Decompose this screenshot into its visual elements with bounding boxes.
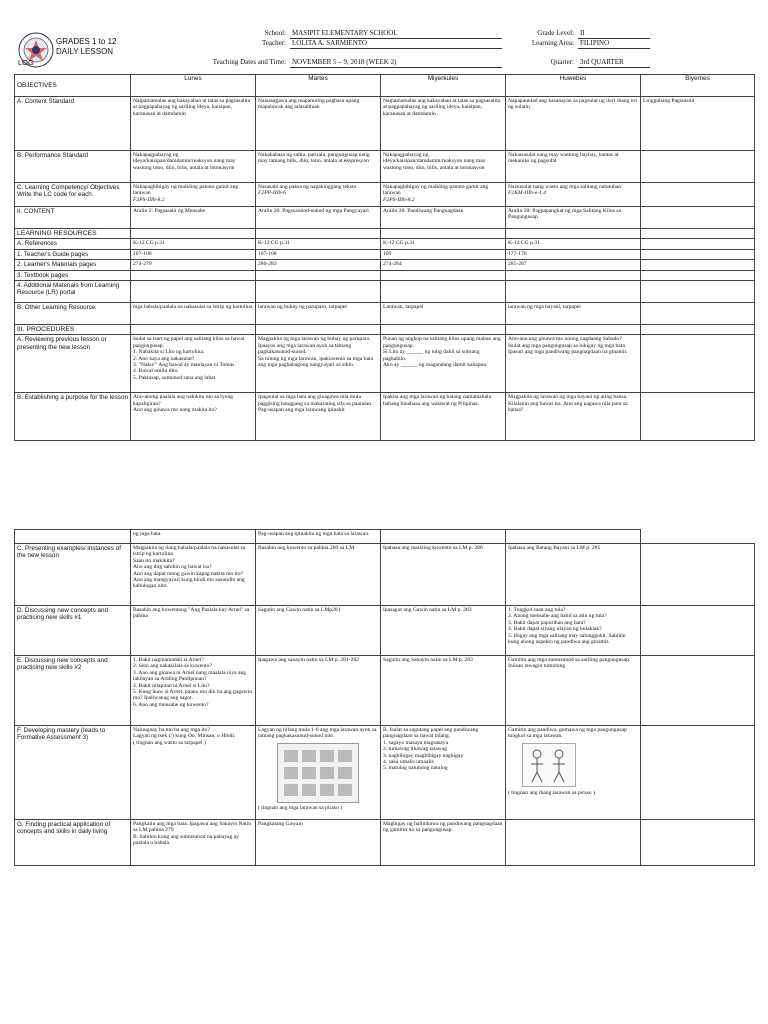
cell-line: Lingguhang Pagsusulit [643,98,695,104]
row-label-text: E. Discussing new concepts and practicing new skills #2 [17,657,108,672]
row-label-text: F. Developing mastery (leads to Formative Assessment 3) [17,727,106,742]
cell-miyerkules [381,270,506,280]
cell-line: Ako ay ______ ng magandang damit kahapon. [383,362,488,369]
cell-martes [256,726,381,820]
cell-line: Ano ang mangyayari kung hindi mo susundin ang kahulugan nito. [133,577,245,590]
quarter-value: 3rd QUARTER [578,58,650,68]
cell-martes [256,97,381,151]
cell-line: 107-108 [258,250,277,257]
dates-value: NOVEMBER 5 – 9, 2018 (WEEK 2) [290,58,502,68]
cell-biyernes [641,270,755,280]
school-value: MASIPIT ELEMENTARY SCHOOL [290,29,502,39]
row-label [15,249,131,259]
row-label-text: B. Establishing a purpose for the lesson [17,394,128,402]
cell-line: Ipaayos ang mga larawan ayon sa tamang pagkakasunud-sunod. [258,342,352,356]
cell-huwebes [506,335,641,393]
row-label-text: 2. Learner's Materials pages [17,261,97,269]
row-label [15,183,131,207]
cell-biyernes [641,656,755,726]
cell-line: Ipasuri ang mga pandiwang pangnagdaan na ginamit. [508,349,628,356]
cell-line: 2. Anong mensahe ang hatid sa atin ng tula? [508,613,607,620]
row-label [15,281,131,303]
row-iii-procedures [15,325,755,335]
row-label-text: A. Reviewing previous lesson or presenting the new lesson [17,336,107,351]
row-e-discussing-new-concepts-and-practicing [15,656,755,726]
cell-line: Isulat ang mga pangungusap sa lubigay ng mga bata. [508,342,627,349]
cell-martes [256,270,381,280]
row-4-additional-materials-from-learning-res [15,281,755,303]
cell-line: 274-279 [133,261,152,268]
cell-lunes [131,325,256,335]
cell-line: 280-283 [258,261,277,268]
cell-line: Nakasusulat nang may wastong baybay, bantas at mekaniks ng pagsulat [508,152,619,165]
cell-lunes [131,239,256,249]
cell-line: Aralin 2: Pagsasabi ng Mensahe [133,208,206,214]
cell-huwebes [506,239,641,249]
cell-martes [256,229,381,239]
cell-lunes [131,97,256,151]
row-label [15,270,131,280]
cell-line: 4. Bawal umihi dito. [133,368,179,375]
cell-line: Ano ang ginawa mo nang makita ito? [133,407,217,414]
cell-line: 5. Pakiusap, sumunod sana ang lahat. [133,374,217,381]
cell-line: 107-108 [133,250,152,257]
cell-line: Kilalanin ang bawat isa. Ano ang nagawa nila para sa bansa? [508,400,628,414]
row-label [15,820,131,866]
row-label-text: II. CONTENT [17,208,55,215]
continuation-cell [381,530,506,544]
cell-line: 2. tumawag tinawag tatawag [383,746,447,753]
cell-line: Ipabasa ang Batang Bayani sa LM p. 285 [508,545,601,551]
cell-line: Ipagsulat sa mga bata ang ginagawa nila mula paggising hanggang sa makarating sila sa paaralan. [258,394,373,407]
title-line-2: DAILY LESSON [56,47,114,56]
cell-lunes [131,544,256,606]
cell-biyernes [641,151,755,183]
cell-line: Ano ang dapat mong gawin kapag nakita mo ito? [133,570,243,577]
cell-miyerkules [381,820,506,866]
cell-line: 5. Kung ikaw si Arnel, paano mo din ba ang gagawin mo? Ipaliwanag ang sagot. [133,689,252,702]
cell-biyernes [641,97,755,151]
lc-code: F2KM-IIIh-e-1.4 [508,190,547,197]
cell-line: Iniisan tawagin tumulong [508,663,566,670]
cell-line: Magpakita ng ilang babala/paalala na nakasulat sa istrip ng kartolina. [133,545,246,558]
cell-line: Napapaunlad ang kasanayan sa pagsulat ng iba't ibang uri ng sulatin [508,98,638,111]
cell-miyerkules [381,229,506,239]
quarter-label: Quarter: [550,58,574,66]
row-a-reviewing-previous-lesson-or-presentin [15,335,755,393]
cell-line: Ano-anong paalala ang nakikita mo sa iyong kapaligiran? [133,394,234,407]
row-label [15,97,131,151]
cell-line: Nakapagbibigay ng maikling panuto gamit ang larawan [383,184,489,197]
cell-lunes [131,726,256,820]
cell-miyerkules [381,281,506,303]
row-learning-resources [15,229,755,239]
cell-line: Naisusulat nang wasto ang mga salitang natutuhan [508,184,622,190]
day-huwebes: Huwebes [506,75,641,97]
row-c-learning-competency-objectives [15,183,755,207]
cell-line: Gamitin ang pandiwa, gumawa ng mga pangungusap tungkol sa mga larawan. [508,727,627,740]
children-activity-image [522,743,576,787]
cell-biyernes [641,260,755,270]
row-3-textbook-pages [15,270,755,280]
cell-lunes [131,335,256,393]
cell-martes [256,151,381,183]
title-line-1: GRADES 1 to 12 [56,37,117,46]
cell-miyerkules [381,726,506,820]
area-label: Learning Area: [531,39,574,47]
cell-line: Larawan, tarpapel [383,304,424,311]
cell-line: Pangkatin ang mga bata. Ipagawa ang Sanayin Natin sa LM pahina 279 [133,821,252,834]
cell-huwebes [506,281,641,303]
cell-line: B. Isulat sa sagutang papel ang pandiwang pangnagdaan sa bawat bilang. [383,727,479,740]
cell-martes [256,249,381,259]
cell-line: 3. nagbibigay magbibigay nagbigay [383,752,464,759]
cell-miyerkules [381,151,506,183]
cell-huwebes [506,260,641,270]
cell-biyernes [641,726,755,820]
cell-line: mga babala/paalala na nakasulat sa istrip ng kartolina [133,304,253,311]
row-label-text: III. PROCEDURES [17,326,75,334]
cell-line: Naipamamalas ang kakayahan at tatas sa pagsasalita at pagpapahayag ng sariling ideya, kaisipan, karanasan at damdamin [383,98,501,117]
cell-miyerkules [381,303,506,325]
cell-line: B. Sabihin kung ang sumusunod na pahayag ay paalala o babala. [133,833,239,847]
cell-lunes [131,151,256,183]
cell-biyernes [641,606,755,656]
cell-miyerkules [381,544,506,606]
cell-line: 5. Ibigay ang mga salitang may salungguhit. Sabihin kung anong aspekto ng pandiwa ang ginamit. [508,632,626,646]
cell-line: Sagutin ang Sanayin natin sa LM p. 283 [383,657,473,663]
row-label [15,335,131,393]
row-c-presenting-examples-instances-of-the-n [15,544,755,606]
cell-lunes [131,393,256,441]
lesson-table-page-two [14,529,755,866]
row-1-teacher-s-guide-pages [15,249,755,259]
row-ii-content [15,207,755,229]
row-label [15,239,131,249]
cell-line: 3. Ano ang ginawa ni Arnel nang maalala niya ang lakbayan sa Araling Panlipunan? [133,669,247,683]
cell-biyernes [641,239,755,249]
cell-line: Magpakita ng mga larawan ng buhay ng paruparo. [258,336,371,343]
teacher-label: Teacher: [262,39,286,47]
school-label: School: [264,29,286,37]
row-label-text: G. Finding practical application of concepts and skills in daily living [17,821,111,836]
cell-miyerkules [381,606,506,656]
cell-line: Saan ito makikita? [133,557,175,564]
cell-lunes [131,606,256,656]
row-label-text: 1. Teacher's Guide pages [17,250,89,258]
cell-martes [256,239,381,249]
row-label-text: D. Discussing new concepts and practicing new skills #1 [17,607,109,622]
cell-miyerkules [381,656,506,726]
cell-line: Basahin ang kuwentong "Ang Paalala kay Arnel" sa pahina [133,607,250,620]
cell-huwebes [506,544,641,606]
cell-line: Nakababasa ng salita, parirala, pangungusap nang may tamang bilis, diin, tono, antala at ekspresyon [258,152,370,165]
cell-biyernes [641,820,755,866]
continuation-row [15,530,755,544]
page-two [14,529,754,866]
cell-line: 1. Tungkol saan ang tula? [508,607,566,613]
cell-biyernes [641,229,755,239]
cell-line: Sagutin ang Gawin natin sa LMp281 [258,607,341,613]
cell-miyerkules [381,97,506,151]
row-label-text: C. Presenting examples/ instances of the new lesson [17,545,121,560]
cell-martes [256,207,381,229]
cell-martes [256,281,381,303]
cell-biyernes [641,393,755,441]
cell-line: Aralin 20: Pagpapangkat ng mga Salitang Kilos sa Pangungusap [508,208,621,221]
cell-huwebes [506,270,641,280]
cell-line: 4. Bakit nilapitan ni Arnel si Lito? [133,682,210,689]
cell-line: K-12 CG p.31 [258,240,290,247]
row-label-note: Write the LC code for each. [17,191,94,199]
cell-martes [256,260,381,270]
cell-line: Nakapagpahayag ng ideya/kaisipan/damdamin/reaksyon nang may wastong tono, diin, bilis, antala at intonasyon [133,152,236,171]
row-label [15,207,131,229]
cell-miyerkules [381,183,506,207]
cell-line: Gamitin ang mga sumusunod sa sariling pangungusap. [508,657,631,663]
cell-miyerkules [381,239,506,249]
row-b-establishing-a-purpose-for-the-lesson [15,393,755,441]
row-label-text: 3. Textbook pages [17,271,68,279]
cell-line: 6. Ano ang mensahe ng kuwento? [133,701,209,708]
cell-line: 1. Bakit nagmamadali si Arnel? [133,657,204,663]
cell-line: 3. "Naku!" Ang bawal ay maulayan ni Tomas. [133,362,236,369]
cell-huwebes [506,325,641,335]
cell-line: K-12 CG p.31 [133,240,165,247]
cell-line: Nasasabi ang paksa ng napakinggang teksto [258,184,357,190]
teacher-value: LOLITA A. SARMIENTO [290,39,502,49]
cell-line: Pag-usapan ang mga larawang ipinakit [258,407,345,414]
cell-martes [256,183,381,207]
cell-lunes [131,281,256,303]
cell-line: 5. matulog natutulog natulog [383,765,448,772]
cell-line: 1. sagayo masaya magsasaya [383,739,448,746]
day-header-row [15,75,755,97]
cell-line: K-12 CG p.31 [508,240,540,247]
cell-line: 285-287 [508,261,527,268]
cell-line: 3. Bakit dapat papurihan ang bata? [508,619,586,626]
cell-line: Lagyan ng tsek (/) kung Oo, Minsan, o Hindi. [133,733,236,740]
cell-line: Si Lito ay ______ ng tulig dahil sa sobrang pagkahilo. [383,349,480,362]
cell-martes [256,656,381,726]
row-label [15,325,131,335]
cell-biyernes [641,281,755,303]
cell-huwebes [506,606,641,656]
cell-line: 1. Nabakita si Lito ng kartolina. [133,349,205,356]
row-label-text: A. References [17,240,57,248]
cell-miyerkules [381,335,506,393]
cell-huwebes [506,97,641,151]
lc-code: F2PP-IIIb-6 [258,190,286,197]
lesson-table-page-one [14,74,755,441]
cell-line: Pangkatang Gawain [258,821,303,827]
row-label [15,151,131,183]
row-b-other-learning-resource [15,303,755,325]
cell-biyernes [641,303,755,325]
cell-martes [256,393,381,441]
cell-huwebes [506,726,641,820]
cell-martes [256,303,381,325]
row-label-text: 4. Additional Materials from Learning Resource (LR) portal [17,282,120,297]
title-line-3: LOG [18,58,34,67]
cell-line: larawan ng mga bayani, tarpapel [508,304,581,311]
cell-huwebes [506,249,641,259]
cell-lunes [131,183,256,207]
dll-title [56,37,116,57]
cell-martes [256,820,381,866]
row-f-developing-mastery-leads-to-formative- [15,726,755,820]
cell-huwebes [506,656,641,726]
cell-line: Punan ng angkop na salitang kilos upang mabuo ang pangungusap. [383,336,501,349]
grade-value: II [578,29,650,39]
cell-biyernes [641,335,755,393]
cell-biyernes [641,183,755,207]
cell-line: Aralin 20: Pagsusunod-sunod ng mga Pangyayari [258,208,369,214]
cell-line: Isulat sa tsart ng papel ang salitang kilos sa bawat pangungusap. [133,336,245,349]
row-label-text: B. Performance Standard [17,152,89,159]
cell-line: 2. Ano kaya ang nakasulat? [133,355,195,362]
cell-line: Ipakita ang mga larawan ng batang namamahala habang binabasa ang watawat ng Pilipinas. [383,394,492,407]
cell-martes [256,606,381,656]
cell-biyernes [641,325,755,335]
continuation-cell [506,530,641,544]
cell-line: Nakapagbibigay ng maikling panuto gamit ang larawan [133,184,239,197]
cell-line: 177-178 [508,250,527,257]
cell-line: 109 [383,250,392,257]
cell-huwebes [506,303,641,325]
day-lunes: Lunes [131,75,256,97]
cell-miyerkules [381,249,506,259]
continuation-cell: Pag-usapan ang ipinakita ng mga bata sa larawan. [256,530,381,544]
cell-miyerkules [381,260,506,270]
cell-line: Sa tulong ng mga larawan, ipakuwento sa mga bata ang mga pagbabagong nangyayari sa siklo. [258,355,374,369]
cell-line: Basahin ang kuwento sa pahina 280 sa LM. [258,545,356,551]
cell-line: Ipagawa ang sanayin natin sa LM p. 281-282 [258,657,359,663]
cell-miyerkules [381,325,506,335]
row-label [15,544,131,606]
cell-line: Naiuugnay ba mo ba ang mga ito? [133,727,210,733]
cell-lunes [131,820,256,866]
cell-line: ( tingnan ang mga larawan sa piraso ) [258,804,343,811]
day-martes: Martes [256,75,381,97]
row-label [15,393,131,441]
cell-miyerkules [381,207,506,229]
cell-lunes [131,303,256,325]
cell-line: Aralin 20: Pandiwang Pangnagdaan [383,208,464,214]
objectives-heading: OBJECTIVES [15,75,131,97]
day-biyernes: Biyernes [641,75,755,97]
cell-line: ( tingnan ang ibang larawan sa piraso ) [508,789,595,796]
cell-biyernes [641,544,755,606]
cell-line: Naisasagawa ang mapanuring pagbasa upang mapalawak ang talasalitaan [258,98,360,111]
continuation-cell [15,530,131,544]
cell-line: Lagyan ng bilang mula 1-6 ang mga larawan ayon sa tamang pagkakasunud-sunod nito. [258,727,377,740]
cell-line: 4. saka umalis umaalis [383,759,434,766]
row-d-discussing-new-concepts-and-practicing [15,606,755,656]
lc-code: F2PS-IIIh-8.2 [133,196,165,203]
cell-line: 2. Sino ang nakakilala sa kuwento? [133,663,212,670]
lesson-header [14,26,754,74]
cell-line: ( tingnan ang wasto sa tarpapel ) [133,739,206,746]
cell-line: Nakapagpahayag ng ideya/kaisipan/damdamin/reaksyon nang may wastong tono, diin, bilis, antala at intonasyon [383,152,486,171]
cell-line: K-12 CG p.31 [383,240,415,247]
row-g-finding-practical-application-of-conce [15,820,755,866]
cell-miyerkules [381,393,506,441]
cell-lunes [131,270,256,280]
row-a-references [15,239,755,249]
butterfly-life-cycle-image [277,743,359,803]
row-b-performance-standard [15,151,755,183]
cell-line: Ano ang ibig sabihin ng bawat isa? [133,564,212,571]
cell-martes [256,335,381,393]
row-label-text: B. Other Learning Resource [17,304,96,312]
page-one [14,26,754,441]
cell-huwebes [506,207,641,229]
cell-line: Naipamamalas ang kakayahan at tatas sa pagsasalita at pagpapahayag ng sariling ideya, kaisipan, karanasan at damdamin [133,98,251,117]
lc-code: F2PS-IIIh-8.2 [383,196,415,203]
row-label [15,260,131,270]
row-label [15,726,131,820]
row-label [15,303,131,325]
day-miyerkules: Miyerkules [381,75,506,97]
continuation-cell: ng mga bata. [131,530,256,544]
cell-line: 4. Bakit dapat siyang ulayan ng bulaklak? [508,626,602,633]
cell-line: Magpakita ng larawan ng mga bayani ng ating bansa. [508,394,628,401]
cell-line: larawan ng buhay ng paruparo, tarpapel [258,304,347,311]
dates-label: Teaching Dates and Time: [212,58,286,66]
grade-label: Grade Level: [537,29,574,37]
cell-line: Magbigay ng halimbawa ng pandiwang pangnagdaan ng gamitin ito sa pangungusap. [383,821,503,834]
row-label [15,656,131,726]
cell-huwebes [506,393,641,441]
row-a-content-standard [15,97,755,151]
row-label [15,229,131,239]
cell-line: Ano-ano ang ginawa mo noong nagdaang Sabado? [508,336,622,343]
cell-huwebes [506,820,641,866]
cell-lunes [131,229,256,239]
cell-lunes [131,260,256,270]
cell-huwebes [506,229,641,239]
cell-line: 274-284 [383,261,402,268]
cell-line: Ipabasa ang maikling kuwento sa LM p. 280 [383,545,483,551]
area-value: FILIPINO [578,39,650,49]
cell-lunes [131,656,256,726]
cell-lunes [131,249,256,259]
cell-biyernes [641,207,755,229]
cell-biyernes [641,249,755,259]
cell-martes [256,544,381,606]
cell-line: Ipasagot ang Gawin natin sa LM p. 283 [383,607,472,613]
row-2-learner-s-materials-pages [15,260,755,270]
cell-huwebes [506,183,641,207]
row-label-text: C. Learning Competency/ Objectives [17,184,120,191]
row-label-text: LEARNING RESOURCES [17,230,97,237]
cell-huwebes [506,151,641,183]
row-label [15,606,131,656]
row-label-text: A. Content Standard [17,98,75,105]
cell-lunes [131,207,256,229]
cell-martes [256,325,381,335]
